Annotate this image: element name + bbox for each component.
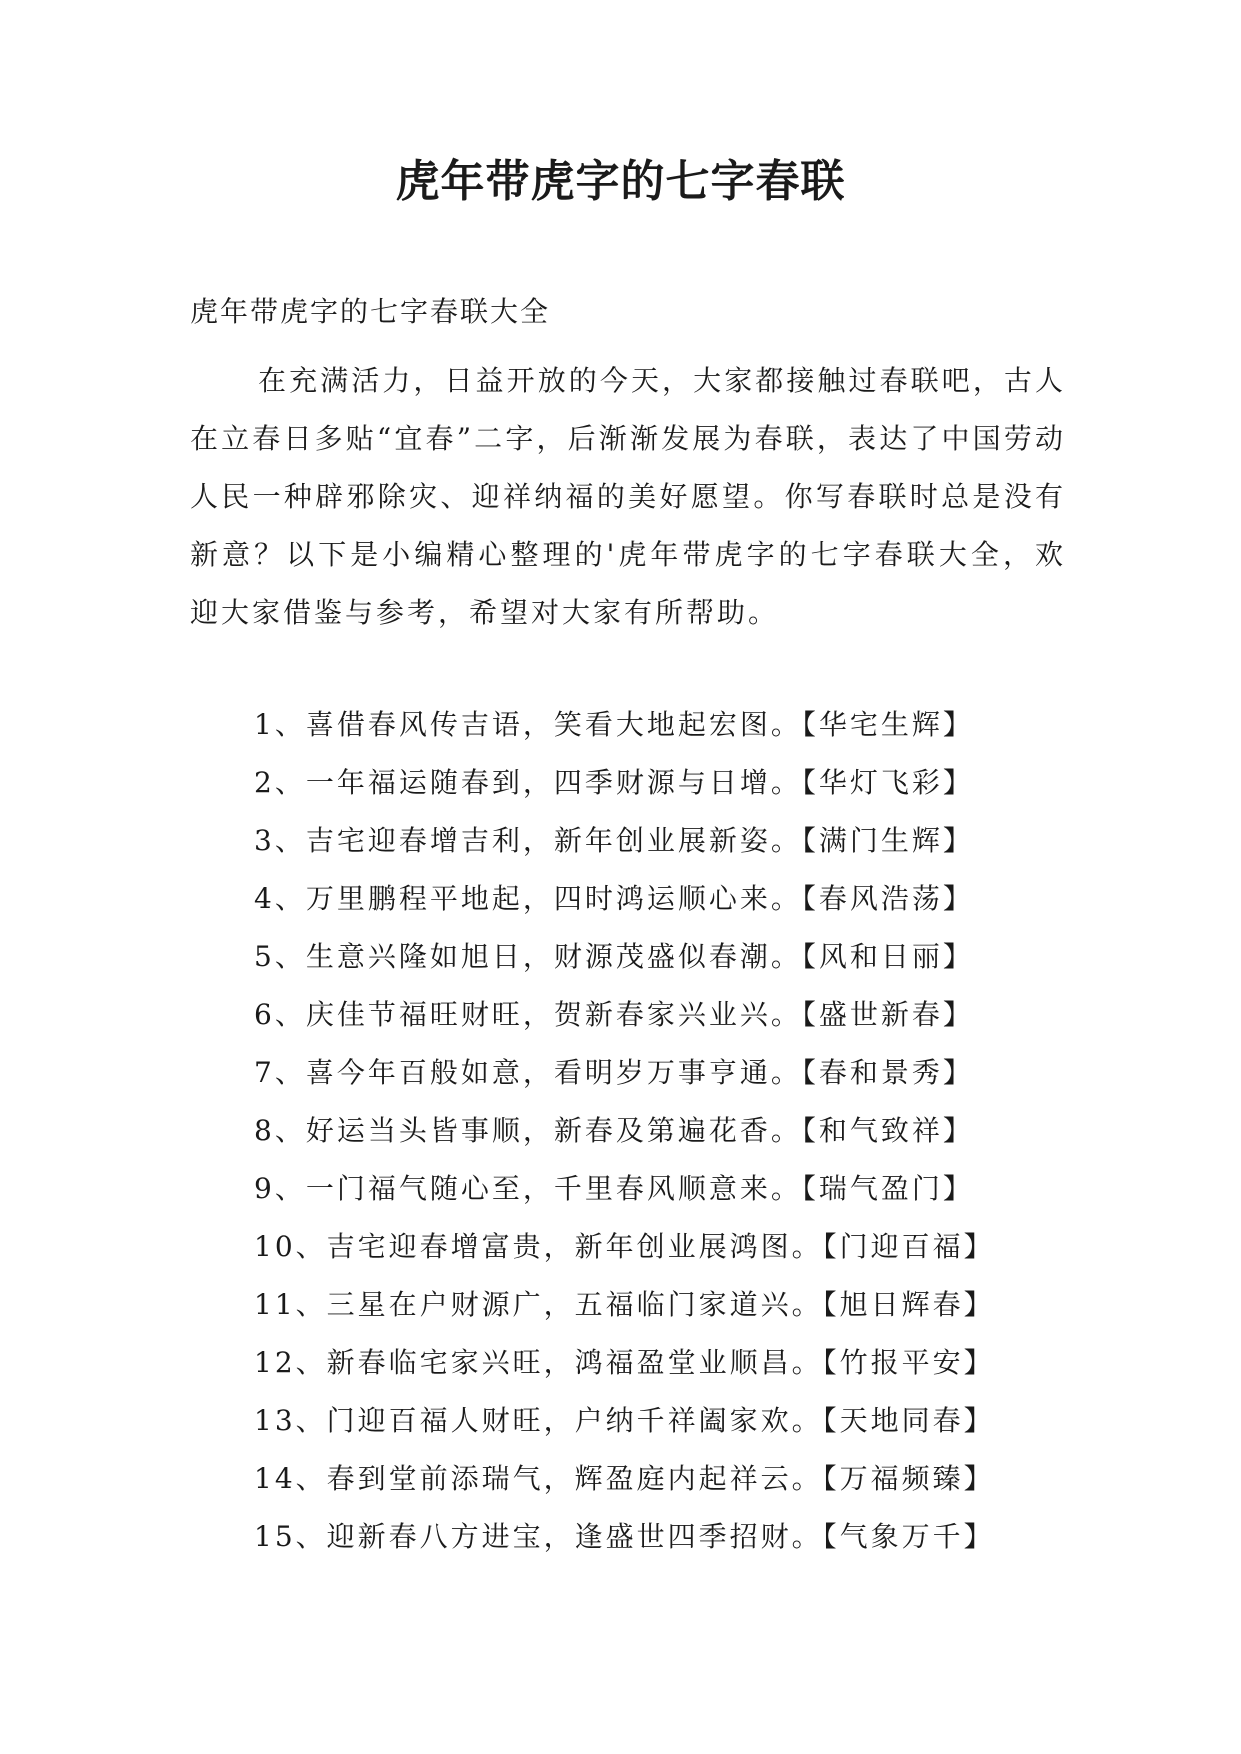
- couplet-item: 5、生意兴隆如旭日，财源茂盛似春潮。【风和日丽】: [254, 940, 974, 973]
- intro-paragraph: 在充满活力，日益开放的今天，大家都接触过春联吧，古人在立春日多贴“宜春”二字，后渐渐发展为春联，表达了中国劳动人民一种辟邪除灾、迎祥纳福的美好愿望。你写春联时总是没有新意？以下是小编精心整理的'虎年带虎字的七字春联大全，欢迎大家借鉴与参考，希望对大家有所帮助。: [190, 364, 1066, 629]
- couplet-item: 12、新春临宅家兴旺，鸿福盈堂业顺昌。【竹报平安】: [254, 1346, 995, 1379]
- couplet-item: 13、门迎百福人财旺，户纳千祥阖家欢。【天地同春】: [254, 1404, 995, 1437]
- document-title: 虎年带虎字的七字春联: [395, 156, 846, 207]
- couplet-item: 6、庆佳节福旺财旺，贺新春家兴业兴。【盛世新春】: [254, 998, 974, 1031]
- couplet-item: 9、一门福气随心至，千里春风顺意来。【瑞气盈门】: [254, 1172, 974, 1205]
- couplet-item: 14、春到堂前添瑞气，辉盈庭内起祥云。【万福频臻】: [254, 1462, 995, 1495]
- couplet-item: 8、好运当头皆事顺，新春及第遍花香。【和气致祥】: [254, 1114, 974, 1147]
- couplet-list: [254, 696, 995, 1566]
- couplet-item: 10、吉宅迎春增富贵，新年创业展鸿图。【门迎百福】: [254, 1230, 995, 1263]
- couplet-item: 1、喜借春风传吉语，笑看大地起宏图。【华宅生辉】: [254, 708, 974, 741]
- couplet-item: 4、万里鹏程平地起，四时鸿运顺心来。【春风浩荡】: [254, 882, 974, 915]
- document-subtitle: 虎年带虎字的七字春联大全: [190, 295, 551, 328]
- couplet-item: 15、迎新春八方进宝，逢盛世四季招财。【气象万千】: [254, 1520, 995, 1553]
- couplet-item: 7、喜今年百般如意，看明岁万事亨通。【春和景秀】: [254, 1056, 974, 1089]
- couplet-item: 3、吉宅迎春增吉利，新年创业展新姿。【满门生辉】: [254, 824, 974, 857]
- couplet-item: 2、一年福运随春到，四季财源与日增。【华灯飞彩】: [254, 766, 974, 799]
- couplet-item: 11、三星在户财源广，五福临门家道兴。【旭日辉春】: [254, 1288, 995, 1321]
